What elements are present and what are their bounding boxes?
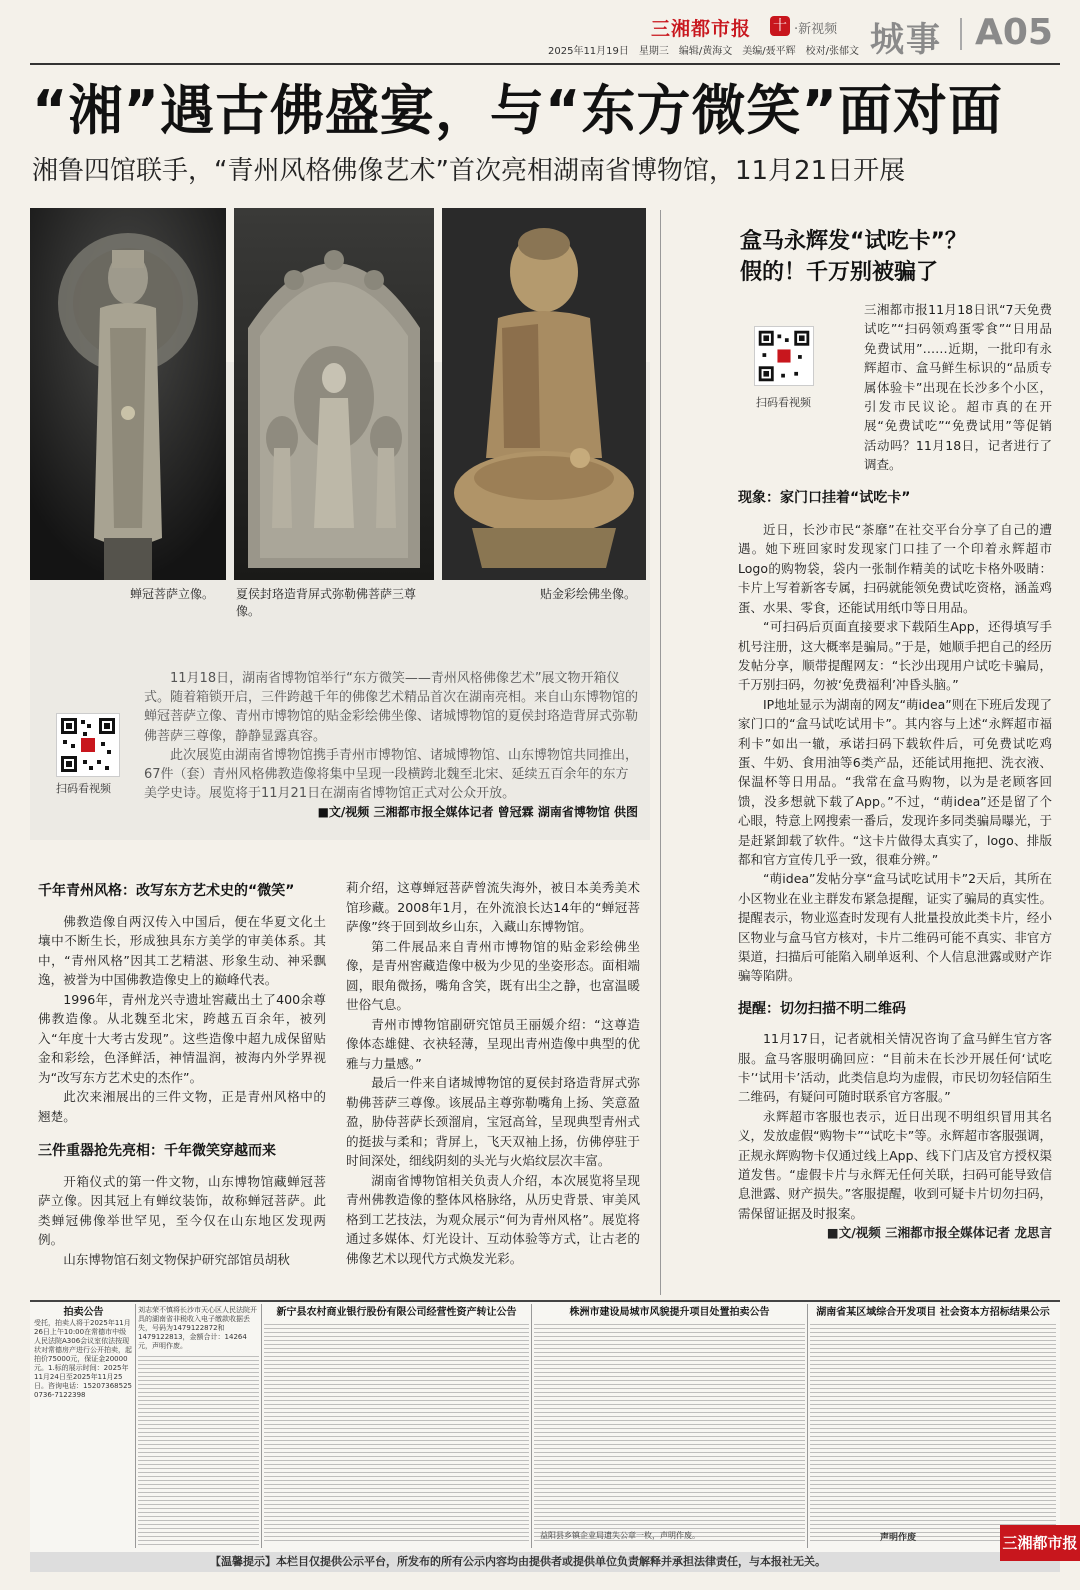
right-paragraph-6: 永辉超市客服也表示，近日出现不明组织冒用其名义，发放虚假“购物卡”“试吃卡”等。永辉超市客服强调，正规永辉购物卡仅通过线上App、线下门店及官方授权渠道发售。“虚假卡片与永辉无任何关联，扫码可能导致信息泄露、财产损失。”客服提醒，收到可疑卡片切勿扫码，需保留证据及时报案。 bbox=[738, 1108, 1052, 1221]
photo-caption-3: 贴金彩绘佛坐像。 bbox=[540, 587, 637, 601]
right-article-title bbox=[740, 226, 967, 288]
ad-tender-result bbox=[808, 1304, 1058, 1548]
ad-void-notice: 声明作废 bbox=[880, 1533, 917, 1543]
ad-filler-3 bbox=[534, 1321, 805, 1541]
left-paragraph-1: 佛教造像自两汉传入中国后，便在华夏文化土壤中不断生长，形成独具东方美学的审美体系。其中，“青州风格”因其工艺精湛、形象生动、神采飘逸，被誉为中国佛教造像史上的巅峰代表。 bbox=[38, 913, 326, 987]
ad-city-auction bbox=[532, 1304, 808, 1548]
ad-loss-notice bbox=[136, 1304, 262, 1548]
qr-code-lead[interactable] bbox=[56, 713, 120, 777]
lead-credit: ■文/视频 三湘都市报全媒体记者 曾冠霖 湖南省博物馆 供图 bbox=[317, 805, 638, 820]
right-title-line-2: 假的！千万别被骗了 bbox=[740, 260, 939, 285]
left-paragraph-4: 开箱仪式的第一件文物，山东博物馆藏蝉冠菩萨立像。因其冠上有蝉纹装饰，故称蝉冠菩萨。此类蝉冠佛像举世罕见，至今仅在山东地区发现两例。 bbox=[38, 1173, 326, 1247]
left-article bbox=[38, 876, 326, 1269]
page-headline: “湘”遇古佛盛宴，与“东方微笑”面对面 bbox=[32, 79, 1003, 142]
ad-auction-notice bbox=[32, 1304, 136, 1548]
page-number: A05 bbox=[975, 12, 1053, 53]
right-paragraph-2: “可扫码后页面直接要求下载陌生App，还得填写手机号注册，这大概率是骗局。”于是，她顺手把自己的经历发帖分享，顺带提醒网友：“长沙出现用户试吃卡骗局，千万别扫码，勿被‘免费福利’冲昏头脑。” bbox=[738, 619, 1052, 693]
qr-label-lead: 扫码看视频 bbox=[56, 782, 111, 795]
bottom-disclaimer: 【温馨提示】本栏目仅提供公示平台，所发布的所有公示内容均由提供者或提供单位负责解释并承担法律责任，与本报社无关。 bbox=[30, 1552, 1060, 1572]
right-subheading-2: 提醒：切勿扫描不明二维码 bbox=[738, 1000, 906, 1017]
mid-paragraph-5: 湖南省博物馆相关负责人介绍，本次展览将呈现青州佛教造像的整体风格脉络，从历史背景、审美风格到工艺技法，为观众展示“何为青州风格”。展览将通过多媒体、灯光设计、互动体验等方式，让古老的佛像艺术以现代方式焕发光彩。 bbox=[346, 1172, 640, 1266]
ad-asset-title: 新宁县农村商业银行股份有限公司经营性资产转让公告 bbox=[276, 1307, 517, 1318]
ad-tender-title: 湖南省某区域综合开发项目 社会资本方招标结果公示 bbox=[816, 1307, 1050, 1318]
section-divider bbox=[960, 18, 962, 50]
left-subheading-1: 千年青州风格：改写东方艺术史的“微笑” bbox=[38, 883, 295, 899]
qr-label-right: 扫码看视频 bbox=[756, 396, 811, 409]
right-paragraph-4: “萌idea”发帖分享“盒马试吃试用卡”2天后，其所在小区物业在业主群发布紧急提醒，证实了骗局的真实性。提醒表示，物业巡查时发现有人批量投放此类卡片，经小区物业与盒马官方核对，卡片二维码可能不真实、非官方渠道，扫描后可能陷入刷单返利、个人信息泄露或财产诈骗等陷阱。 bbox=[738, 871, 1052, 984]
right-paragraph-5: 11月17日，记者就相关情况咨询了盒马鲜生官方客服。盒马客服明确回应：“目前未在长沙开展任何‘试吃卡’‘试用卡’活动，此类信息均为虚假，市民切勿轻信陌生二维码，有疑问可随时联系官方客服。” bbox=[738, 1031, 1052, 1105]
brand-name: 三湘都市报 bbox=[651, 18, 752, 40]
dateline: 2025年11月19日 星期三 编辑/黄海文 美编/聂平辉 校对/张郁文 bbox=[548, 46, 860, 57]
lead-paragraph-1: 11月18日，湖南省博物馆举行“东方微笑——青州风格佛像艺术”展文物开箱仪式。随着箱锁开启，三件跨越千年的佛像艺术精品首次在湖南亮相。来自山东博物馆的蝉冠菩萨立像、青州市博物馆的贴金彩绘佛坐像、诸城博物馆的夏侯封珞造背屏式弥勒佛菩萨三尊像，静静显露真容。 bbox=[144, 671, 639, 744]
section-label: 城事 bbox=[870, 20, 942, 60]
photo-gilded-seated-buddha bbox=[442, 208, 646, 580]
column-divider bbox=[660, 210, 661, 1295]
ad-auction-text: 受托，拍卖人将于2025年11月26日上午10:00在常德市中级人民法院A306会议室依法按现状对常德房产进行公开拍卖，起拍价75000元，保证金20000元。1.标的展示时间：2025年11月24日至2025年11月25日。咨询电话：15207368525 0736-7122398 bbox=[34, 1319, 132, 1399]
mid-paragraph-4: 最后一件来自诸城博物馆的夏侯封珞造背屏式弥勒佛菩萨三尊像。该展品主尊弥勒嘴角上扬、笑意盈盈，胁侍菩萨长颈溜肩，宝冠高耸，呈现典型青州式的挺拔与柔和；背屏上，飞天双袖上扬，仿佛停驻于时间深处，细线阴刻的头光与火焰纹层次丰富。 bbox=[346, 1075, 640, 1168]
photo-bodhisattva-standing bbox=[30, 208, 226, 580]
ad-asset-transfer bbox=[262, 1304, 532, 1548]
photo-maitreya-triad bbox=[234, 208, 434, 580]
mid-paragraph-1: 莉介绍，这尊蝉冠菩萨曾流失海外，被日本美秀美术馆珍藏。2008年1月，在外流浪长达14年的“蝉冠菩萨像”终于回到故乡山东，入藏山东博物馆。 bbox=[346, 880, 640, 934]
page-subheadline: 湘鲁四馆联手，“青州风格佛像艺术”首次亮相湖南省博物馆，11月21日开展 bbox=[32, 156, 906, 186]
right-title-line-1: 盒马永辉发“试吃卡”？ bbox=[740, 229, 967, 254]
brand-sub: ·新视频 bbox=[794, 22, 838, 37]
ad-loss-text: 刘志荣不慎将长沙市天心区人民法院开具的湖南省非税收入电子缴款收据丢失，号码为1479122872和1479122813，金额合计：14264元，声明作废。 bbox=[138, 1306, 257, 1350]
mid-paragraph-2: 第二件展品来自青州市博物馆的贴金彩绘佛坐像，是青州窖藏造像中极为少见的坐姿形态。面相端圆，眼角微扬，嘴角含笑，既有出尘之静，也富温暖世俗气息。 bbox=[346, 938, 640, 1012]
mid-paragraph-3: 青州市博物馆副研究馆员王丽媛介绍：“这尊造像体态雄健、衣袂轻薄，呈现出青州造像中典型的优雅与力量感。” bbox=[346, 1016, 640, 1071]
lead-paragraph-2: 此次展览由湖南省博物馆携手青州市博物馆、诸城博物馆、山东博物馆共同推出，67件（套）青州风格佛教造像将集中呈现一段横跨北魏至北宋、延续五百余年的东方美学史诗。展览将于11月21日在湖南省博物馆正式对公众开放。 bbox=[144, 747, 639, 802]
lead-paragraphs bbox=[144, 669, 638, 823]
photo-caption-2: 夏侯封珞造背屏式弥勒佛菩萨三尊像。 bbox=[236, 587, 417, 618]
right-credit: ■文/视频 三湘都市报全媒体记者 龙思言 bbox=[826, 1225, 1052, 1241]
photo-caption-1: 蝉冠菩萨立像。 bbox=[130, 587, 215, 601]
right-lead: 三湘都市报11月18日讯“7天免费试吃”“扫码领鸡蛋零食”“日用品免费试用”……近期，一批印有永辉超市、盒马鲜生标识的“品质专属体验卡”出现在长沙多个小区，引发市民议论。超市真的在开展“免费试吃”“免费试用”等促销活动吗？11月18日，记者进行了调查。 bbox=[864, 302, 1052, 473]
brand-logo-icon: 十 bbox=[770, 16, 790, 36]
ad-city-title: 株洲市建设局城市风貌提升项目处置拍卖公告 bbox=[569, 1307, 770, 1318]
ad-auction-title: 拍卖公告 bbox=[63, 1307, 104, 1318]
ad-filler-1 bbox=[138, 1353, 259, 1548]
right-subheading-1: 现象：家门口挂着“试吃卡” bbox=[738, 489, 911, 506]
right-article-body bbox=[738, 300, 1052, 1243]
right-paragraph-1: 近日，长沙市民“茶靡”在社交平台分享了自己的遭遇。她下班回家时发现家门口挂了一个印着永辉超市Logo的购物袋，袋内一张制作精美的试吃卡格外吸睛：卡片上写着新客专属，扫码就能领免费试吃资格，涵盖鸡蛋、水果、零食，还能试用纸巾等日用品。 bbox=[738, 522, 1052, 615]
mid-article bbox=[346, 878, 640, 1268]
ad-filler-2 bbox=[264, 1321, 529, 1541]
header-rule bbox=[30, 63, 1060, 65]
left-paragraph-2: 1996年，青州龙兴寺遗址窖藏出土了400余尊佛教造像。从北魏至北宋，跨越五百余年，被列入“年度十大考古发现”。这些造像中超九成保留贴金和彩绘，色泽鲜活，神情温润，被海内外学界视为“改写东方艺术史的杰作”。 bbox=[38, 991, 326, 1085]
right-paragraph-3: IP地址显示为湖南的网友“萌idea”则在下班后发现了家门口的“盒马试吃试用卡”。其内容与上述“永辉超市福利卡”如出一辙，承诺扫码下载软件后，可免费试吃鸡蛋、牛奶、食用油等6类产品，还能试用拖把、洗衣液、保温杯等日用品。“我常在盒马购物，以为是老顾客回馈，没多想就下载了App。”不过，“萌idea”还是留了个心眼，特意上网搜索一番后，发现许多同类骗局曝光，于是赶紧卸载了软件。“这卡片做得太真实了，logo、排版都和官方宣传几乎一致，很难分辨。” bbox=[738, 696, 1052, 867]
left-paragraph-5: 山东博物馆石刻文物保护研究部馆员胡秋 bbox=[63, 1251, 290, 1267]
ad-seal-notice: 益阳县乡镇企业局遗失公章一枚，声明作废。 bbox=[540, 1531, 700, 1540]
newspaper-logo-stamp: 三湘都市报 bbox=[1000, 1525, 1080, 1561]
left-paragraph-3: 此次来湘展出的三件文物，正是青州风格中的翘楚。 bbox=[38, 1089, 326, 1124]
left-subheading-2: 三件重器抢先亮相：千年微笑穿越而来 bbox=[38, 1143, 276, 1159]
ad-filler-4 bbox=[810, 1321, 1056, 1541]
